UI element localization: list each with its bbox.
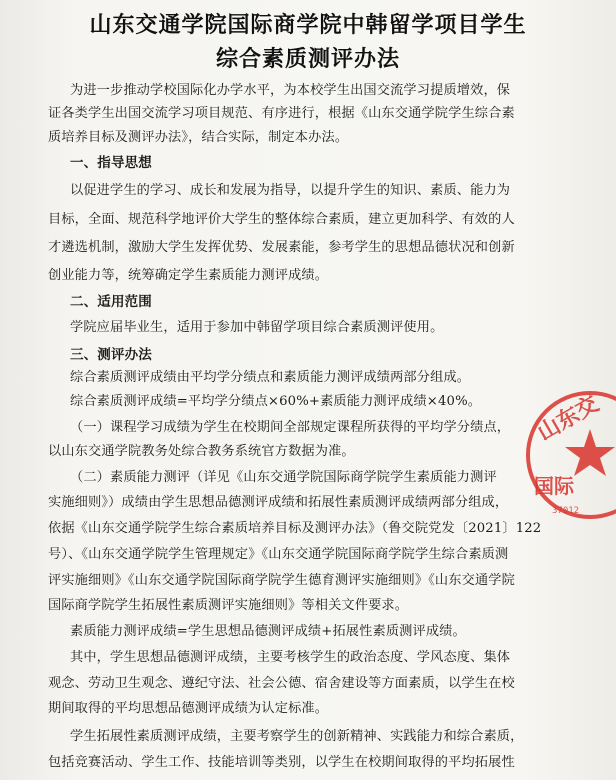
section3-formula-1: 综合素质测评成绩=平均学分绩点×60%+素质能力测评成绩×40%。 [70, 394, 482, 409]
official-seal-stamp [520, 385, 616, 525]
seal-text-bottom: 国际 [534, 474, 574, 498]
section1-line-3: 才遴选机制，激励大学生发挥优势、发展素能，参考学生的思想品德状况和创新 [48, 240, 515, 255]
section-heading-3: 三、测评办法 [70, 347, 152, 363]
section3-line-3: 以山东交通学院教务处综合教务系统官方数据为准。 [48, 444, 355, 459]
seal-star-icon [565, 429, 615, 476]
section1-line-4: 创业能力等，统筹确定学生素质能力测评成绩。 [48, 268, 329, 283]
seal-code: 37012 [552, 506, 580, 516]
section2-line-1: 学院应届毕业生，适用于参加中韩留学项目综合素质测评使用。 [70, 320, 444, 335]
section3-line-10: 其中，学生思想品德测评成绩，主要考核学生的政治态度、学风态度、集体 [70, 650, 511, 665]
section3-line-14: 包括竞赛活动、学生工作、技能培训等类别，以学生在校期间取得的平均拓展性 [48, 755, 515, 770]
seal-text-top: 山东交 [533, 391, 604, 447]
section3-line-2: （一）课程学习成绩为学生在校期间全部规定课程所获得的平均学分绩点， [70, 420, 511, 435]
intro-line-1: 为进一步推动学校国际化办学水平，为本校学生出国交流学习提质增效，保 [70, 83, 511, 98]
section3-formula-2: 素质能力测评成绩=学生思想品德测评成绩+拓展性素质测评成绩。 [70, 624, 466, 639]
intro-line-2: 证各类学生出国交流学习项目规范、有序进行，根据《山东交通学院学生综合素 [48, 106, 515, 121]
section3-line-13: 学生拓展性素质测评成绩，主要考察学生的创新精神、实践能力和综合素质， [70, 729, 524, 744]
section3-line-4: （二）素质能力测评（详见《山东交通学院国际商学院学生素质能力测评 [70, 470, 497, 485]
intro-line-3: 质培养目标及测评办法》，结合实际，制定本办法。 [48, 130, 349, 145]
section-heading-2: 二、适用范围 [70, 294, 152, 310]
section3-line-12: 期间取得的平均思想品德测评成绩为认定标准。 [48, 701, 329, 716]
section1-line-2: 目标，全面、规范科学地评价大学生的整体综合素质，建立更加科学、有效的人 [48, 212, 515, 227]
section3-line-7: 号）、《山东交通学院学生管理规定》《山东交通学院国际商学院学生综合素质测 [48, 547, 509, 562]
section3-line-1: 综合素质测评成绩由平均学分绩点和素质能力测评成绩两部分组成。 [70, 370, 471, 385]
section3-line-6: 依据《山东交通学院学生综合素质培养目标及测评办法》（鲁交院党发〔2021〕122 [48, 521, 542, 536]
section-heading-1: 一、指导思想 [70, 155, 152, 171]
section3-line-5: 实施细则》）成绩由学生思想品德测评成绩和拓展性素质测评成绩两部分组成， [48, 495, 509, 510]
document-title-line-2: 综合素质测评办法 [215, 47, 400, 72]
section1-line-1: 以促进学生的学习、成长和发展为指导，以提升学生的知识、素质、能力为 [70, 183, 511, 198]
document-title-line-1: 山东交通学院国际商学院中韩留学项目学生 [89, 13, 527, 38]
section3-line-8: 评实施细则》《山东交通学院国际商学院学生德育测评实施细则》《山东交通学院 [48, 573, 515, 588]
section3-line-11: 观念、劳动卫生观念、遵纪守法、社会公德、宿舍建设等方面素质，以学生在校 [48, 676, 515, 691]
section3-line-9: 国际商学院学生拓展性素质测评实施细则》等相关文件要求。 [48, 598, 409, 613]
